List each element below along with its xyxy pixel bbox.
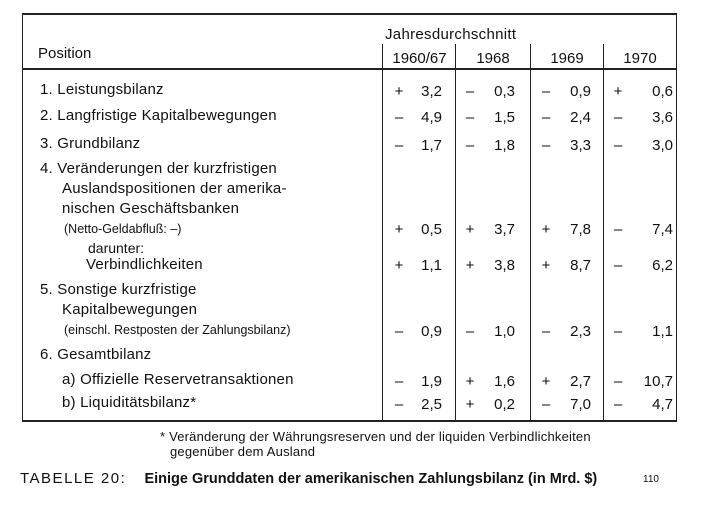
value-sign: + [541,257,551,274]
value-number: 1,1 [652,323,673,340]
value-number: 0,2 [494,396,515,413]
value-number: 3,7 [494,221,515,238]
row-label: 3. Grundbilanz [40,135,141,152]
table-caption [20,470,597,487]
value-number: 8,7 [570,257,591,274]
value-sign: – [613,137,623,154]
value-number: 1,5 [494,109,515,126]
value-sign: + [465,373,475,390]
value-number: 0,6 [652,83,673,100]
value-cell [537,109,591,126]
column-divider [382,44,383,420]
value-cell [461,323,515,340]
value-sign: + [541,221,551,238]
value-sign: – [541,83,551,100]
value-cell [461,83,515,100]
row-note: (einschl. Restposten der Zahlungsbilanz) [64,323,291,337]
value-cell [537,257,591,274]
value-cell [390,137,442,154]
value-cell [609,373,673,390]
value-number: 2,5 [421,396,442,413]
value-sign: – [465,83,475,100]
value-cell [537,373,591,390]
value-sign: + [394,221,404,238]
row-label: a) Offizielle Reservetransaktionen [62,371,294,388]
row-label: nischen Geschäftsbanken [62,200,240,217]
caption-key: TABELLE 20: [20,470,127,487]
value-number: 0,9 [421,323,442,340]
footnote-line: gegenüber dem Ausland [170,444,316,459]
value-cell [390,221,442,238]
value-sign: – [613,257,623,274]
value-cell [609,257,673,274]
value-number: 3,0 [652,137,673,154]
table-right-border [676,13,677,422]
row-note: (Netto-Geldabfluß: –) [64,222,182,236]
value-number: 1,7 [421,137,442,154]
position-header: Position [38,45,92,62]
value-number: 6,2 [652,257,673,274]
value-number: 0,3 [494,83,515,100]
value-number: 2,7 [570,373,591,390]
row-label: Auslandspositionen der amerika- [62,180,287,197]
value-number: 10,7 [643,373,673,390]
row-label: darunter: [88,240,145,256]
value-sign: – [465,109,475,126]
value-cell [461,373,515,390]
value-cell [390,109,442,126]
value-number: 3,8 [494,257,515,274]
value-number: 1,1 [421,257,442,274]
value-sign: – [394,396,404,413]
value-cell [537,396,591,413]
header-rule [22,68,677,70]
value-cell [609,221,673,238]
value-number: 7,8 [570,221,591,238]
row-label: 2. Langfristige Kapitalbewegungen [40,107,277,124]
page-number: 110 [643,474,659,485]
row-label: 4. Veränderungen der kurzfristigen [40,160,277,177]
value-sign: + [613,83,623,100]
value-cell [609,109,673,126]
column-divider [455,44,456,420]
value-cell [461,137,515,154]
value-sign: + [465,221,475,238]
row-label: 1. Leistungsbilanz [40,81,164,98]
row-label: Kapitalbewegungen [62,301,198,318]
value-cell [537,323,591,340]
value-cell [461,257,515,274]
value-sign: – [465,137,475,154]
value-sign: + [465,396,475,413]
value-number: 3,6 [652,109,673,126]
value-cell [537,221,591,238]
value-cell [461,109,515,126]
table-top-rule [22,13,677,15]
value-sign: + [394,83,404,100]
value-sign: – [541,396,551,413]
value-cell [390,83,442,100]
year-header: 1969 [550,50,584,67]
column-divider [603,44,604,420]
value-sign: – [613,109,623,126]
table-bottom-rule [22,420,677,422]
value-number: 4,7 [652,396,673,413]
value-number: 1,0 [494,323,515,340]
row-label: Verbindlichkeiten [86,256,203,273]
average-header: Jahresdurchschnitt [385,26,517,43]
value-cell [461,221,515,238]
value-number: 1,9 [421,373,442,390]
value-sign: – [613,373,623,390]
value-cell [390,257,442,274]
value-sign: – [394,323,404,340]
value-cell [609,323,673,340]
value-sign: – [394,373,404,390]
value-number: 0,9 [570,83,591,100]
value-cell [537,137,591,154]
value-sign: – [465,323,475,340]
value-sign: + [394,257,404,274]
caption-text: Einige Grunddaten der amerikanischen Zahlungsbilanz (in Mrd. $) [144,471,598,487]
value-sign: + [541,373,551,390]
value-sign: – [394,137,404,154]
year-header: 1968 [476,50,510,67]
value-cell [390,396,442,413]
value-cell [390,373,442,390]
value-cell [609,83,673,100]
value-cell [537,83,591,100]
row-label: 5. Sonstige kurzfristige [40,281,197,298]
row-label: b) Liquiditätsbilanz* [62,394,197,411]
year-header: 1970 [623,50,657,67]
value-cell [609,137,673,154]
value-number: 1,8 [494,137,515,154]
year-header: 1960/67 [392,50,447,67]
value-sign: – [541,109,551,126]
value-number: 3,3 [570,137,591,154]
value-number: 2,3 [570,323,591,340]
value-number: 3,2 [421,83,442,100]
value-sign: – [613,221,623,238]
value-number: 4,9 [421,109,442,126]
value-cell [461,396,515,413]
value-number: 0,5 [421,221,442,238]
column-divider [530,44,531,420]
value-sign: – [613,323,623,340]
value-number: 1,6 [494,373,515,390]
value-number: 2,4 [570,109,591,126]
value-number: 7,0 [570,396,591,413]
table-left-border [22,13,23,422]
value-number: 7,4 [652,221,673,238]
value-sign: – [613,396,623,413]
value-sign: – [541,137,551,154]
value-cell [609,396,673,413]
row-label: 6. Gesamtbilanz [40,346,152,363]
value-sign: – [394,109,404,126]
value-cell [390,323,442,340]
footnote-line: * Veränderung der Währungsreserven und der liquiden Verbindlichkeiten [160,429,591,444]
value-sign: – [541,323,551,340]
value-sign: + [465,257,475,274]
